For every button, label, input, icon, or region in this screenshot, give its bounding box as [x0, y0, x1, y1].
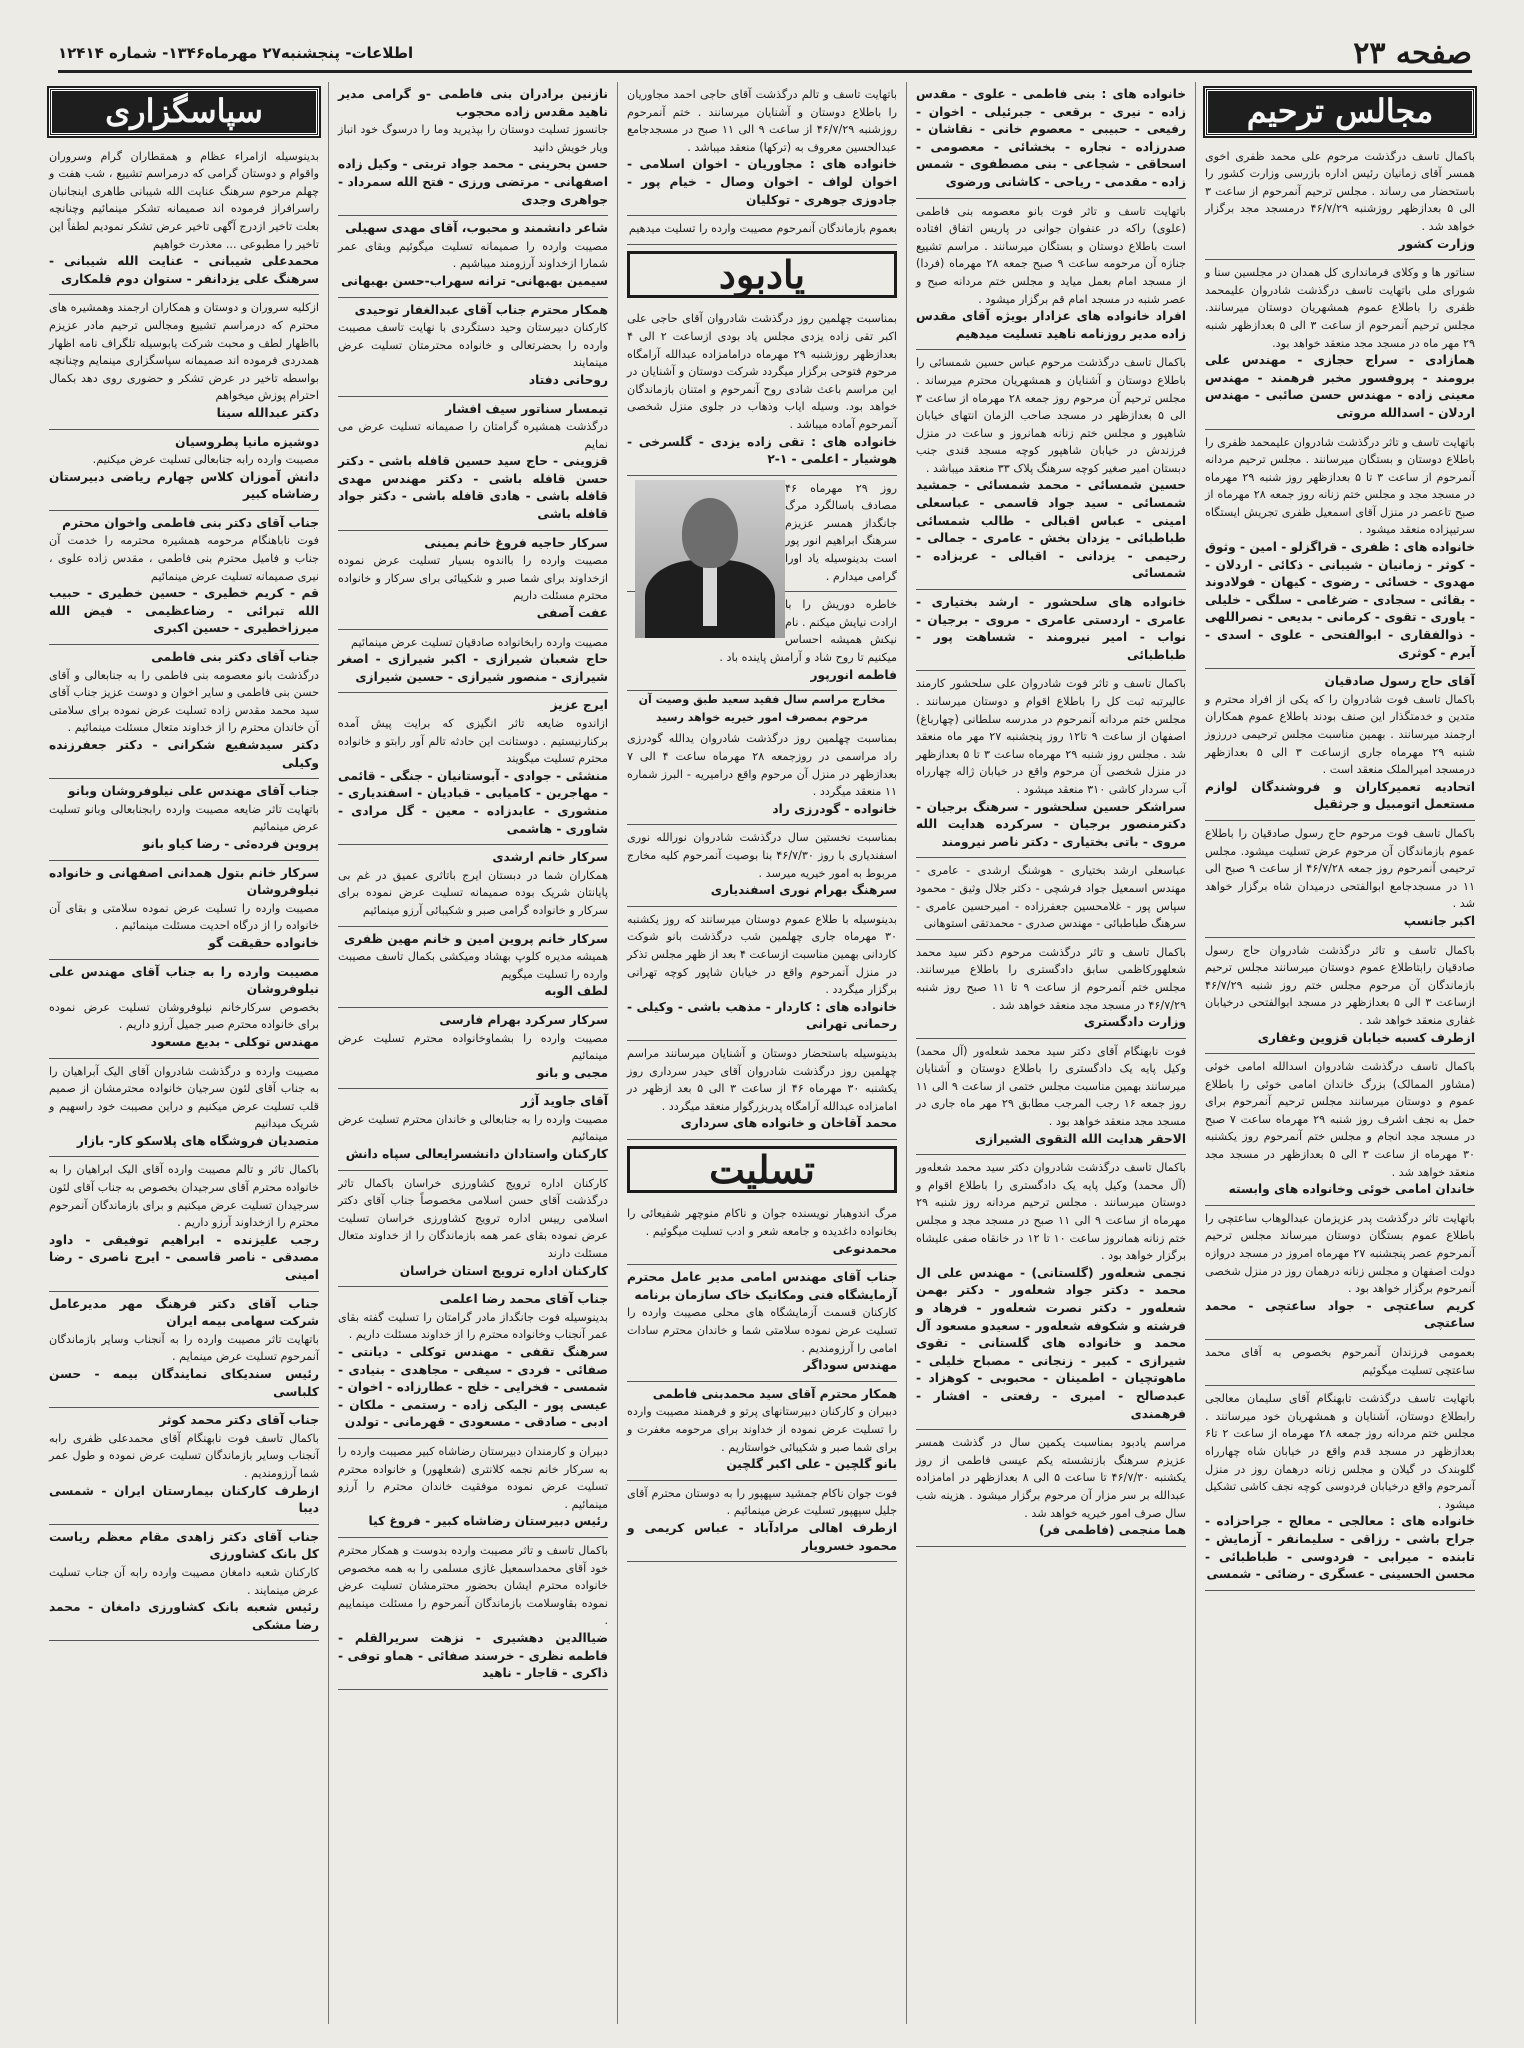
- notice-signature: خاندان امامی خوئی وخانواده های وابسته: [1228, 1182, 1475, 1197]
- notice-signature: خانواده های : ظفری - قراگزلو - امین - وثوق - کوثر - زمانیان - شیبانی - ذکائی - اردلان - مهدوی - خسائی - رضوی - کیهان - فولادوند - بقائی - سجادی - ضرغامی - سلگی - خلیلی - یاوری - تقوی - کرمانی - بدیعی - نصراللهی - ذوالفقاری - ابوالفتحی - علوی - اسدی - آیرم - کوثری: [1205, 540, 1475, 660]
- notice-text: بمناسبت نخستین سال درگذشت شادروان نورالله نوری اسفندیاری با روز ۴۶/۷/۳۰ بنا بوصیت آنمرحوم کلیه مخارج مربوط به امور خیریه میرسد .: [627, 831, 897, 880]
- notice-text: باکمال تاسف و تاثر درگذشت مرحوم دکتر سید محمد شعلهوركاظمی سابق دادگستری را باطلاع میرسانند. مجلس ختم آنمرحوم از ساعت ۹ تا ۱۱ صبح روز شنبه ۴۶/۷/۲۹ در مسجد مجد منعقد خواهد شد .: [916, 945, 1186, 1012]
- notice-text: باکمال تاسف فوت نابهنگام آقای محمدعلی ظفری رابه آنجناب وسایر بازماندگان تسلیت عرض نموده و طول عمر شما آرزومندیم .: [49, 1431, 319, 1480]
- notice-text: بعمومی فرزندان آنمرحوم بخصوص به آقای محمد ساعتچی تسلیت میگوئیم: [1205, 1346, 1475, 1377]
- notice-signature: خانواده حقیقت گو: [208, 935, 319, 950]
- notice: [1205, 669, 1475, 821]
- notice-signature: وزارت دادگستری: [1083, 1015, 1186, 1030]
- notice-title: دوشیزه مانیا پطروسیان: [175, 434, 319, 449]
- notice-signature: فاطمه انورپور: [810, 667, 897, 682]
- banner-majales-tarhim: مجالس ترحیم: [1205, 88, 1475, 136]
- notice-signature: رئیس سندیکای نمایندگان بیمه - حسن کلباسی: [49, 1367, 319, 1399]
- notice-text: باکمال تاسف فوت شادروان را که یکی از افراد محترم و متدین و خدمتگذار این صنف بودند باطلاع عموم همکاران ارجمند میرسانند . بهمین مناسبت مجلس ترحیمی دررزوز شنبه ۲۹ مهرماه جاری ازساعت ۳ الی ۵ بعدازظهر درمسجد امیرالملک منعقد است .: [1205, 692, 1475, 777]
- notice: [1205, 821, 1475, 938]
- notice: [338, 1287, 608, 1439]
- notice: [1205, 1386, 1475, 1591]
- notice: [1205, 430, 1475, 670]
- notice-text: جانسوز تسلیت دوستان را بپذیرید وما را درسوگ خود انباز ویار خویش دانید: [338, 123, 608, 154]
- notice-text: بمناسبت چهلمین روز درگذشت شادروان یدالله گودرزی راد مراسمی در روزجمعه ۲۸ مهرماه ساعت ۴ الی ۷ بعدازظهر در منزل آن مرحوم واقع درامیریه - البرز شماره ۱۱ منعقد میگردد .: [627, 732, 897, 799]
- banner-yadbood: یادبود: [627, 251, 897, 299]
- notice-signature: مهندس سوداگر: [803, 1358, 897, 1373]
- notice: [916, 1430, 1186, 1547]
- column-3: [617, 82, 906, 2024]
- notice: [627, 726, 897, 825]
- notice-signature: سرهنگ تقفی - مهندس توکلی - دیانتی - صفائی - فردی - سیفی - مجاهدی - بنیادی - شمسی - فخرایی - خلج - عطارزاده - اخوان - عیسی پور - الیکی زاده - رستمی - ملکان - ادبی - صادقی - مسعودی - قهرمانی - تولدن: [338, 1345, 608, 1430]
- notice-signature: دکتر سیدشفیع شکرانی - دکتر جعفرزنده وکیلی: [49, 738, 319, 770]
- notice-signature: بانو گلچین - علی اکبر گلچین: [726, 1457, 897, 1472]
- notice-title: جناب آقای دکتر محمد کوثر: [159, 1413, 319, 1428]
- notice-text: ازکلیه سروران و دوستان و همکاران ارجمند وهمشیره های محترم که درمراسم تشییع ومجالس ترحیم مادر عزیزم بااظهار لطف و محبت شرکت یابوسیله تلگراف نامه اظهار همدردی فرموده اند صمیمانه سپاسگزاری مینمایم وچنانچه بواسطه تاخیر در عرض تشکر و حضوری روی دهد بکمال احترام پوزش میخواهم: [49, 301, 319, 403]
- notice: [49, 1059, 319, 1158]
- notice: [338, 1089, 608, 1170]
- notice: [916, 858, 1186, 939]
- notice-signature: ضیاالدین دهشیری - نزهت سریرالقلم - فاطمه نظری - خرسند صفائی - هماو توفی - ذاکری - قاجار - ناهید: [338, 1630, 608, 1681]
- notice-title: سرکار سرکرد بهرام فارسی: [439, 1012, 608, 1027]
- notice-signature: کارکنان واستادان دانشسرایعالی سپاه دانش: [345, 1147, 608, 1162]
- notice: [338, 845, 608, 926]
- notice: [916, 940, 1186, 1039]
- notice-signature: خانواده های : مجاوریان - اخوان اسلامی - اخوان لواف - اخوان وصال - خیام پور - جادوزی جوهری - توکلیان: [627, 157, 897, 207]
- notice-text: مصیبت وارده را به جنابعالی و خاندان محترم تسلیت عرض مینمائیم: [338, 1112, 608, 1144]
- notice-signature: دکتر عبدالله سینا: [216, 405, 319, 420]
- notice: [916, 1039, 1186, 1156]
- notice-title: آقای جاوید آژر: [520, 1094, 608, 1109]
- notice-signature: پروین فرده‌ئی - رضا کیاو بانو: [142, 836, 319, 851]
- column-2-notices: [916, 82, 1186, 1547]
- notice-signature: افراد خانواده های عزادار بویژه آقای مقدس زاده مدیر روزنامه ناهید تسلیت میدهیم: [916, 309, 1186, 341]
- notice-title: جناب آقای مهندس امامی مدیر عامل محترم آزمایشگاه فنی ومکانیک خاک سازمان برنامه: [627, 1270, 897, 1302]
- notice-title: سرکار خانم پروین امین و خانم مهین ظفری: [344, 931, 608, 946]
- notice: [627, 306, 897, 475]
- notice-text: کارکنان قسمت آزمایشگاه های محلی مصیبت وارده را تسلیت عرض نموده سلامتی شما و خاندان محترم سادات امامی را آرزومندیم .: [627, 1306, 897, 1355]
- notice-signature: کارکنان اداره ترویج استان خراسان: [399, 1263, 608, 1278]
- notice-text: دبیران و کارمندان دبیرستان رضاشاه کبیر مصیبت وارده را به سرکار خانم نجمه کلانتری (شعلهور) و خانواده محترم تسلیت عرض نموده موفقیت خاندان محترم را آرزو مینمائیم .: [338, 1444, 608, 1511]
- notice-text: دبیران و کارکنان دبیرستانهای پرتو و فرهمند مصیبت وارده را تسلیت عرض نموده از خداوند برای مرحومه مغفرت و برای شما صبر و شکیبائی خواستاریم .: [627, 1405, 897, 1454]
- notice-title: همکار محترم جناب آقای عبدالغفار توحیدی: [354, 302, 608, 317]
- notice-title: جناب آقای دکتر بنی فاطمی: [151, 650, 319, 665]
- notice: [49, 1525, 319, 1642]
- notice: [916, 1155, 1186, 1430]
- banner-sepasgozari: سپاسگزاری: [49, 88, 319, 136]
- notice: [338, 397, 608, 531]
- notice-signature: روحانی دفتاد: [528, 372, 608, 387]
- page-header: [58, 36, 1472, 73]
- notice-title: خانواده های سلحشور - ارشد بختیاری - عامری - اردستی عامری - مروی - برجیان - نواب - امیر نیرومند - شساهت پور - طباطبائی: [916, 595, 1186, 662]
- notice-signature: منشئی - جوادی - آبوستانیان - جنگی - قائمی - مهاجرین - کامیابی - قبادیان - اسفندیاری - منشوری - عابدزاده - معین - گل مرادی - شاوری - هاشمی: [338, 768, 608, 836]
- notice-signature: متصدیان فروشگاه های پلاسکو کار- بازار: [76, 1133, 319, 1148]
- column-5-notices: [49, 144, 319, 1642]
- notice-signature: محمد آقاخان و خانواده های سرداری: [680, 1116, 897, 1131]
- column-3-notices-b: [627, 306, 897, 475]
- notice: [338, 82, 608, 216]
- notice-signature: نجمی شعله‌ور (گلستانی) - مهندس علی ال محمد - دکتر جواد شعله‌ور - دکتر بهمن شعله‌ور - دکتر نصرت شعله‌ور - فرهاد و فرشته و شکوفه شعله‌ور - سعیدو مسعود آل محمد و خانواده های گلستانی - تقوی شیرازی - کبیر - زنجانی - مصباح خلیلی - ماهوتچیان - اطمینان - محبوبی - کوهزاد - عبدصالح - امیری - رفعتی - افشار - فرهمندی: [916, 1265, 1186, 1421]
- notice-title: سرکار خانم بتول همدانی اصفهانی و خانواده نیلوفروشان: [49, 865, 319, 898]
- notice-text: باتهایت تاثر ضایعه مصیبت وارده رابجنابعالی وبانو تسلیت عرض مینمائیم: [49, 802, 319, 834]
- notice-text: باتهایت تاثر درگذشت پدر عزیزمان عبدالوهاب ساعتچی را باطلاع عموم بستگان دوستان میرساند مجلس ترحیم آنمرحوم عصر پنجشنبه ۲۷ مهرماه امروز در مسجد دروازه دولت اصفهان و مجلس زنانه درهمان روز در منزل شخصی آنمرحوم برگزار خواهد بود .: [1205, 1211, 1475, 1296]
- issue-date-line: اطلاعات- پنجشنبه۲۷ مهرماه۱۳۴۶- شماره ۱۲۴۱۴: [58, 44, 414, 62]
- notice: [338, 1538, 608, 1690]
- notice-text: مصیبت وارده و درگذشت شادروان آقای الیک آبراهیان را به جناب آقای لئون سرجیان خانواده محترمشان از صمیم قلب تسلیت عرض میکنیم و دراین مصیبت خود راسهیم و شریک میدانیم: [49, 1064, 319, 1131]
- notice-title: تیمسار سناتور سیف افشار: [445, 401, 608, 416]
- notice-title: جناب آقای محمد رضا اعلمی: [439, 1292, 608, 1307]
- notice: [627, 1265, 897, 1382]
- notice-text: کارکنان شعبه دامغان مصیبت وارده رابه آن جناب تسلیت عرض مینمایند .: [49, 1565, 319, 1597]
- photo-caption: مخارج مراسم سال فقید سعید طبق وصیت آن مرحوم بمصرف امور خیریه خواهد رسید: [638, 693, 886, 724]
- notice-text: همیشه مدیره کلوپ بهشاد ومیکشی بکمال تاسف مصیبت وارده را تسلیت میگویم: [338, 950, 608, 981]
- notice-title: مصیبت وارده را به جناب آقای مهندس علی نیلوفروشان: [49, 964, 319, 997]
- notice-text: بعموم بازماندگان آنمرحوم مصیبت وارده را تسلیت میدهیم: [628, 222, 897, 236]
- notice: [627, 1382, 897, 1481]
- notice-text: روز ۲۹ مهرماه ۴۶ مصادف باسالگرد مرگ جانگداز همسر عزیزم سرهنگ ابراهیم انور پور است بدینوسیله یاد اورا گرامی میدارم .: [785, 481, 898, 583]
- notice-signature: ازطرف کارکنان بیمارستان ایران - شمسی دیبا: [49, 1483, 319, 1516]
- notice: [1205, 144, 1475, 261]
- notice: [627, 825, 897, 906]
- notice-text: مصیبت وارده را بااندوه بسیار تسلیت عرض نموده ازخداوند برای شما صبر و شکیبائی برای سرکار و خانواده محترم مسئلت داریم: [338, 554, 608, 603]
- notice-signature: ازطرف اهالی مرادآباد - عباس کریمی و محمود خسرویار: [627, 1520, 897, 1553]
- notice-signature: رئیس شعبه بانک کشاورزی دامغان - محمد رضا مشکی: [49, 1600, 319, 1632]
- notice-text: باتهایت تاسف و تالم درگذشت آقای حاجی احمد مجاوریان را باطلاع دوستان و آشنایان میرسانند . ختم آنمرحوم روزشنبه ۴۶/۷/۲۹ از ساعت ۹ الی ۱۱ صبح در مسجدجامع عبدالحسین معروف به (ترکها) منعقد میباشد .: [627, 88, 897, 154]
- notice-signature: سراشکر حسین سلحشور - سرهنگ برجیان - دکترمنصور برجیان - سرکرده هدایت الله مروی - باتی بختیاری - دکتر ناصر نیرومند: [916, 799, 1186, 849]
- notice-text: بدینوسیله ازامراء عظام و همقطاران گرام وسروران واقوام و دوستان گرامی که درمراسم تشییع ، شب هفت و چهلم مرحوم سرهنگ عنایت الله شیبانی طاهری اینجانبان راسرافراز فرموده اند صمیمانه تشکر مینمائیم وچنانچه بعلت تاخیر ازدرج آگهی تاخیر عرض تشکر نمودیم لطفاً این تاخیر را مطبوعی ... معذرت خواهیم: [49, 149, 319, 251]
- notice-text: بمناسبت چهلمین روز درگذشت شادروان آقای حاجی علی اکبر تقی زاده یزدی مجلس یاد بودی ازساعت ۲ الی ۴ بعدازظهر روزشنبه ۲۹ مهرماه درامامزاده عبدالله آرامگاه مرحوم فتوحی برگزار میگردد شرکت دوستان و آشنایان در این مراسم باعث شادی روح آنمرحوم و امتنان بازماندگان خواهد بود. وسیله ایاب وذهاب در جلوی منزل شخصی آنمرحوم آماده میباشد .: [627, 312, 897, 431]
- notice: [627, 1041, 897, 1140]
- notice: [338, 927, 608, 1008]
- notice: [916, 671, 1186, 858]
- notice-signature: لطف الوبه: [544, 984, 608, 999]
- notice-text: درگذشت بانو معصومه بنی فاطمی را به جنابعالی و آقای حسن بنی فاطمی و سایر اخوان و دوست عزیز جناب آقای سید محمد مقدس زاده تسلیت عرض نموده برای سلامتی آن خاندان محترم را از خداوند متعال مسئلت مینمائیم .: [49, 668, 319, 735]
- notice-title: جناب آقای دکتر فرهنگ مهر مدیرعامل شرکت سهامی بیمه ایران: [49, 1296, 319, 1329]
- column-1-notices: [1205, 144, 1475, 1591]
- notice-text: باکمال تاسف و تاثر فوت شادروان علی سلحشور کارمند عالیرتبه ثبت کل را باطلاع اقوام و دوستان میرسانند . مجلس ختم مردانه آنمرحوم در مدرسه سلطانی (چهارباغ) اصفهان از ساعت ۹ تا۱۲ روز پنجشنبه ۲۷ مهر ماه منعقد شد . مجلس روز شنبه ۲۹ مهرماه ساعت ۳ تا ۵ بعدازظهر در منزل شخصی آن مرحوم واقع در خیابان ژاله چهارراه آب سردار کاشی ۳۱۰ منعقد میشود .: [916, 677, 1186, 796]
- notice: [916, 199, 1186, 351]
- notice: [338, 1171, 608, 1288]
- notice-title: نازنین برادران بنی فاطمی -و گرامی مدیر ناهید مقدس زاده محجوب: [338, 87, 608, 119]
- notice-signature: مهندس توکلی - بدیع مسعود: [150, 1034, 319, 1049]
- notice-signature: محمدعلی شیبانی - عنایت الله شیبانی - سرهنگ علی یزدانفر - ستوان دوم قلمکاری: [49, 254, 319, 286]
- notice-signature: عفت آصفی: [536, 606, 608, 621]
- notice: [49, 430, 319, 511]
- notice-text: فوت جوان ناکام جمشید سپهپور را به دوستان محترم آقای جلیل سپهپور تسلیت عرض مینمائیم .: [627, 1486, 897, 1518]
- notice-signature: قم - کریم خطیری - حسین خطیری - حبیب الله تبرائی - رضاعظیمی - فیض الله میرزاخطیری - حسین اکبری: [49, 586, 319, 636]
- column-3-notices-e: [627, 1201, 897, 1562]
- notice: [49, 1292, 319, 1409]
- notice: [627, 216, 897, 245]
- notice-signature: خانواده های : کاردار - مذهب باشی - وکیلی - رحمانی تهرانی: [627, 999, 897, 1032]
- notice-signature: سرهنگ بهرام نوری اسفندیاری: [710, 883, 897, 898]
- notice-text: فوت نابهنگام آقای دکتر سید محمد شعله‌ور (آل محمد) وکیل پایه یک دادگستری را باطلاع دوستان و آشنایان میرسانند بهمین مناسبت مجلس ختمی از ساعت ۹ الی ۱۱ روز جمعه ۱۶ رجب المرجب مطابق ۲۹ مهر ماه جاری در مسجد مجد منعقد خواهد بود .: [916, 1044, 1186, 1129]
- notice-signature: اکبر جانسپ: [1403, 913, 1475, 928]
- notice-text: مصیبت وارده را تسلیت عرض نموده سلامتی و بقای آن خانواده را از درگاه احدیت مسئلت مینمائیم .: [49, 901, 319, 933]
- notice: [627, 1481, 897, 1562]
- banner-taslit: تسلیت: [627, 1146, 897, 1194]
- notice: [338, 1439, 608, 1538]
- notice-title: سرکار خانم ارشدی: [492, 850, 608, 865]
- notice-text: مصیبت وارده رابه جنابعالی تسلیت عرض میکنیم.: [92, 453, 319, 467]
- notice-title: خانواده های : بنی فاطمی - علوی - مقدس زاده - نیری - برقعی - جبرئیلی - اخوان - رفیعی - حبیبی - معصوم خانی - نقاشان - صدرزاده - نجاره - بخشائی - معصومی - اسحاقی - شجاعی - بنی مصطفوی - شمس زاده - مقدمی - ریاحی - کاشانی ورضوی: [916, 87, 1186, 189]
- notice-signature: ازطرف کسبه خیابان قزوین وغفاری: [1257, 1030, 1475, 1045]
- notice-signature: رجب علیزنده - ابراهیم توفیقی - داود مصدقی - ناصر قاسمی - ایرج ناصری - رضا امینی: [49, 1232, 319, 1283]
- notice: [1205, 260, 1475, 429]
- notice: [1205, 1340, 1475, 1386]
- notice-signature: خانواده های : معالجی - معالج - جراحزاده - جراح باشی - رزاقی - سلیمانفر - آزمایش - تابنده - میرابی - فردوسی - طباطبائی - محسن الحسینی - عسگری - رضائی - شمسی: [1205, 1514, 1475, 1582]
- notice-text: باتهایت تاسف و تاثر درگذشت شادروان علیمحمد ظفری را باطلاع دوستان و بستگان میرسانند . مجلس ترحیم مردانه آنمرحوم از ساعت ۳ تا ۵ بعدازظهر روز شنبه ۲۹ مهرماه در مسجد مجد و مجلس ختم زنانه روز جمعه ۲۸ مهرماه از صبح تاعصر در منزل آقای اسمعیل ظفری تجریش ایستگاه سرتیپزاده منعقد میشود .: [1205, 435, 1475, 537]
- notice-text: باکمال تاسف درگذشت شادروان اسدالله امامی خوئی (مشاور الممالک) بزرگ خاندان امامی خوئی را باطلاع عموم و دوستان میرسانند مجلس ترحیم آنمرحوم برای حمل به نجف اشرف روز شنبه ۲۹ مهرماه ساعت ۷ صبح در مسجد مجد انجام و مجلس ختم آنمرحوم روز یکشنبه ۳۰ مهرماه از ساعت ۳ الی ۵ بعدازظهر در مسجد مجد منعقد خواهد شد .: [1205, 1060, 1475, 1179]
- notice-signature: رئیس دبیرستان رضاشاه کبیر - فروغ کیا: [368, 1514, 608, 1529]
- notice-signature: حاج شعبان شیرازی - اکبر شیرازی - اصغر شیرازی - منصور شیرازی - حسین شیرازی: [338, 652, 608, 684]
- notice-signature: کریم ساعتچی - جواد ساعتچی - محمد ساعتچی: [1205, 1298, 1475, 1331]
- columns: [40, 82, 1484, 2024]
- notice-title: جناب آقای دکتر زاهدی مقام معظم ریاست کل بانک کشاورزی: [49, 1529, 319, 1562]
- notice-text: باکمال تاسف و تاثر مصیبت وارده بدوست و همکار محترم خود آقای محمداسمعیل غازی مسلمی را به همه مخصوص خانواده محترم ایشان بحضور محترمشان تسلیت عرض نموده بقاوسلامت بازماندگان آنمرحوم را مسئلت مینماییم .: [338, 1543, 608, 1628]
- notice-signature: خانواده های : تقی زاده یزدی - گلسرخی - هوشیار - اعلمی - ۱-۲: [627, 434, 897, 467]
- notice-signature: همازادی - سراج حجازی - مهندس علی برومند - پروفسور مخبر فرهمند - مهندس معینی زاده - مهندس حسن صائبی - مهندس اردلان - اسدالله مروتی: [1205, 353, 1475, 420]
- notice: [1205, 938, 1475, 1055]
- notice-text: درگذشت همشیره گرامتان را صمیمانه تسلیت عرض می نمایم: [338, 420, 608, 451]
- notice-text: بدینوسیله باستحضار دوستان و آشنایان میرسانند مراسم چهلمین روز درگذشت شادروان آقای حیدر سرداری روز یکشنبه ۳۰ مهرماه ۴۶ از ساعت ۳ الی ۵ بعد ازظهر در امامزاده عبدالله آرامگاه پدربزرگوار منعقد میگردد .: [627, 1046, 897, 1113]
- notice-text: باکمال تاسف درگذشت مرحوم عباس حسین شمسائی را باطلاع دوستان و آشنایان و همشهریان محترم میرساند . مجلس ترحیم آن مرحوم روز جمعه ۲۸ مهرماه از ساعت ۳ الی ۵ بعدازظهر در مسجد صاحب الزمان انتهای خیابان شاهپور و مجلس ختم زنانه همانروز و ساعت در منزل فرزندش در خیابان شاهپور کوچه مسجد قندی جنب دبستان امیر صغیر کوچه سرهنگ پلاک ۳۳ منعقد میباشد .: [916, 356, 1187, 475]
- notice-signature: سیمین بهبهانی- ترانه سهراب-حسن بهبهانی: [341, 273, 608, 288]
- notice-text: مصیبت وارده رابخانواده صادقیان تسلیت عرض مینمائیم: [351, 635, 608, 649]
- notice-signature: الاحقر هدایت الله التقوی الشیرازی: [974, 1131, 1186, 1146]
- notice-title: آقای حاج رسول صادقیان: [1324, 674, 1475, 689]
- notice-signature: مجبی و بانو: [536, 1065, 608, 1080]
- notice-text: خاطره دوریش را با ارادت نیایش میکنم . نام نیکش همیشه احساس میکنیم تا روح شاد و آرامش پاینده باد .: [719, 598, 897, 665]
- notice-signature: محمدنوعی: [832, 1241, 897, 1256]
- notice: [338, 298, 608, 397]
- notice: [916, 350, 1186, 590]
- notice-text: باتهایت تاسف درگذشت تابهنگام آقای سلیمان معالجی رابطلاع دوستان، آشنایان و همشهریان خود میرسانند . مجلس ختم مردانه روز جمعه ۲۸ مهرماه از ساعت ۲ تا۶ بعدازظهر در مسجد قدم واقع در خیابان شاه چهارراه گلوبندک در گیلان و مجلس زنانه درهمان روز در منزل آنمرحوم واقع درخیابان فردوسی کوچه نجف کاشی تشکیل میشود .: [1205, 1392, 1475, 1511]
- notice: [49, 511, 319, 645]
- notice-text: مصیبت وارده را بشماوخانواده محترم تسلیت عرض مینمائیم: [338, 1031, 608, 1063]
- notice-text: عباسعلی ارشد بختیاری - هوشنگ ارشدی - عامری - مهندس اسمعیل جواد فرشچی - دکتر جلال وثیق - محمود سپاس پور - غلامحسین جعفرزاده - امیرحسین عامری - سرهنگ طباطبائی - مهندس صدری - محمدتقی استوهانی: [916, 864, 1186, 931]
- column-3-notices-d: [627, 726, 897, 1139]
- notice-signature: حسن بحرینی - محمد جواد تربتی - وکیل زاده اصفهانی - مرتضی ورزی - فتح الله سمرداد - جواهری وجدی: [338, 157, 608, 207]
- notice-signature: اتحادیه تعمیرکاران و فروشندگان لوازم مستعمل اتومبیل و جرثقیل: [1205, 779, 1475, 812]
- notice: [627, 1201, 897, 1265]
- notice: [627, 907, 897, 1041]
- notice-title: شاعر دانشمند و محبوب، آقای مهدی سهیلی: [345, 221, 608, 236]
- notice-signature: خانواده - گودرزی راد: [772, 801, 897, 816]
- notice-text: کارکنان اداره ترویج کشاورزی خراسان باکمال تاثر درگذشت آقای حسن اسلامی مخصوصاً جناب آقای دکتر اسلامی رییس اداره ترویج کشاورزی خراسان تسلیت عرض نموده بقای عمر همه بازماندگان را از خداوند متعال مسئلت دارند: [338, 1176, 608, 1261]
- notice: [1205, 1054, 1475, 1206]
- column-1: [1195, 82, 1484, 2024]
- notice-text: کارکنان دبیرستان وحید دستگردی با نهایت تاسف مصیبت وارده را بحضرتعالی و خانواده محترمتان تسلیت عرض مینمایند: [338, 321, 608, 370]
- notice-title: ایرج عزیز: [550, 698, 608, 713]
- notice-text: باکمال تاسف فوت مرحوم حاج رسول صادقیان را باطلاع عموم بازماندگان آن مرحوم عرض تسلیت میشود. مجلس ترحیمی آنمرحوم روز جمعه ۴۶/۷/۲۸ از ساعت ۹ صبح الی ۱۱ در مسجدجامع ابوالفتحی درمیدان شاه برگزار خواهد شد .: [1205, 826, 1475, 911]
- notice: [49, 645, 319, 779]
- notice-text: بخصوص سرکارخانم نیلوفروشان تسلیت عرض نموده برای خانواده محترم صبر جمیل آرزو داریم .: [49, 1000, 319, 1032]
- notice-text: باکمال تاسف درگذشت شادروان دکتر سید محمد شعله‌ور (آل محمد) وکیل پایه یک دادگستری را باطلاع اقوام و دوستان میرسانند . مجلس ترحیم مردانه روز شنبه ۲۹ مهرماه از ساعت ۹ الی ۱۱ صبح در مسجد مجد و مجلس ختم زنانه همانروز ساعت ۱۰ تا ۱۲ در خانقاه صفی علیشاه برگزار خواهد بود .: [916, 1161, 1187, 1263]
- notice-text: باکمال تاسف درگذشت مرحوم علی محمد ظفری اخوی همسر آقای زمانیان رئیس اداره بازرسی وزارت کشور را باستحضار می رساند . مجلس ترحیم آنمرحوم از ساعت ۳ الی ۵ بعدازظهر روزشنبه ۴۶/۷/۲۹ درمسجد مجد برگزار خواهد شد .: [1205, 149, 1475, 233]
- notice-signature: وزارت کشور: [1398, 236, 1475, 251]
- notice: [49, 144, 319, 296]
- page-number: صفحه ۲۳: [1353, 35, 1472, 71]
- notice: [49, 1408, 319, 1525]
- notice-title: همکار محترم آقای سید محمدبنی فاطمی: [652, 1386, 897, 1401]
- notice-text: مصیبت وارده را صمیمانه تسلیت میگوئیم وبقای عمر شمارا ازخداوند آرزومند میباشیم .: [338, 239, 608, 271]
- notice: [49, 861, 319, 960]
- notice-text: باکمال تاثر و تالم مصیبت وارده آقای الیک ابراهیان را به خانواده محترم آقای سرجیدان بخصوص به جناب آقای لئون سرجیدان تسلیت عرض میکنیم و برای بازماندگان آنمرحوم محترم را ازخداوند آرزو داریم .: [49, 1163, 319, 1230]
- notice-text: فوت ناباهنگام مرحومه همشیره محترمه را خدمت آن جناب و فامیل محترم بنی فاطمی ، مقدس زاده علوی ، نیری صمیمانه تسلیت عرض مینمائیم: [49, 534, 319, 583]
- notice-text: مراسم یادبود بمناسبت یکمین سال در گذشت همسر عزیزم سرهنگ بازنشسته یکم عیسی فاطمی از روز یکشنبه ۴۶/۷/۳۰ تا ساعت ۵ الی ۸ بعدازظهر در امامزاده عبدالله بر سر مزار آن مرحوم برگزار میشود . هزینه شب سال صرف امور خیریه خواهد شد .: [916, 1436, 1186, 1520]
- notice-text: سناتور ها و وکلای فرمانداری کل همدان در مجلسین سنا و شورای ملی باتهایت تاسف درگذشت شادروان علیمحمد ظفری را باطلاع عموم همشهریان دوستان میرسانند. مجلس ترحیم آنمرحوم از ساعت ۳ الی ۵ بعدازظهر شنبه ۲۹ مهر ماه در مسجد مجد منعقد خواهد بود.: [1205, 266, 1475, 350]
- notice: [49, 1157, 319, 1291]
- column-4-notices: [338, 82, 608, 1690]
- notice: [916, 82, 1186, 199]
- column-2: [906, 82, 1195, 2024]
- memorial-photo: [635, 480, 785, 638]
- notice-text: بدینوسیله فوت جانگداز مادر گرامتان را تسلیت گفته بقای عمر آنجناب وخانواده محترم را از خداوند مسئلت داریم .: [338, 1310, 608, 1342]
- notice-text: باتهایت تاسف و تاثر فوت بانو معصومه بنی فاطمی (علوی) راکه در عنفوان جوانی در پاریس اتفاق افتاده است باطلاع دوستان و بستگان میرسانند . مراسم تشییع جنازه آن مرحومه ساعت ۹ صبح جمعه ۲۸ مهرماه (فردا) از مسجد امام بعمل میاید و مجلس ختم مردانه صبح و عصر شنبه در مسجد امام قم برگزار میشود .: [916, 204, 1186, 306]
- notice-text: بدینوسیله با طلاع عموم دوستان میرسانند که روز یکشنبه ۳۰ مهرماه جاری چهلمین شب درگذشت بانو شوکت کاردانی بهمین مناسبت ازساعت ۴ بعد از ظهر مجلس تذکر در منزل آنمرحوم واقع در خیابان شاپور کوچه تهرانی برگزار میگردد .: [627, 912, 897, 997]
- notice: [338, 216, 608, 297]
- notice-text: باتهایت تاثر مصیبت وارده را به آنجناب وسایر بازماندگان آنمرحوم تسلیت عرض مینمایم .: [49, 1332, 319, 1364]
- notice-text: مرگ اندوهبار نویسنده جوان و ناکام منوچهر شفیعائی را بخانواده داغدیده و جامعه شعر و ادب تسلیت میگوئیم .: [627, 1207, 897, 1239]
- notice-signature: هما منجمی (فاطمی فر): [1039, 1523, 1186, 1538]
- notice: [627, 82, 897, 216]
- notice-title: جناب آقای دکتر بنی فاطمی واخوان محترم: [62, 515, 319, 530]
- notice: [49, 779, 319, 860]
- column-5: [40, 82, 328, 2024]
- notice-text: ازاندوه ضایعه تاثر انگیزی که برایت پیش آمده برکنارنیستیم . دوستانت این حادثه تالم آور رابتو و خانواده محترم تسلیت میگویند: [338, 717, 608, 766]
- column-3-notices-a: [627, 82, 897, 245]
- notice-title: سرکار حاجیه فروغ خانم یمینی: [424, 535, 608, 550]
- column-4: [328, 82, 617, 2024]
- notice: [338, 693, 608, 845]
- notice: [338, 531, 608, 630]
- notice-signature: حسین شمسائی - محمد شمسائی - جمشید شمسائی - سید جواد قاسمی - عباسعلی امینی - عباس اقبالی - طالب شمسائی طباطبائی - یزدان بخش - عامری - جمالی - رحیمی - یزدانی - اقبالی - عربزاده - شمسائی: [916, 478, 1186, 581]
- notice-signature: قزوینی - حاج سید حسین قافله باشی - دکتر حسن قافله باشی - دکتر مهندس مهدی قافله باشی - هادی قافله باشی - دکتر جواد قافله باشی: [338, 454, 608, 522]
- notice-signature: دانش آموزان کلاس چهارم ریاضی دبیرستان رضاشاه کبیر: [49, 469, 319, 502]
- notice: [1205, 1206, 1475, 1340]
- notice-text: همکاران شما در دبستان ایرج باتاثری عمیق در غم بی پایانتان شریک بوده صمیمانه تسلیت عرض نموده برای سرکار و خانواده گرامی صبر و شکیبائی آرزو مینمائیم: [338, 868, 608, 917]
- notice: [49, 295, 319, 429]
- notice: [338, 1008, 608, 1089]
- notice: [338, 630, 608, 694]
- notice-text: باکمال تاسف و تاثر درگذشت شادروان حاج رسول صادقیان رابتاطلاع عموم دوستان میرسانند مجلس ترحیم بازماندگان آن مرحوم مجلس ختم روز شنبه ۴۶/۷/۲۹ ازساعت ۳ الی ۵ بعدازظهر در مسجد ابوالفتحی درخیابان غفاری منعقد خواهد شد .: [1205, 943, 1475, 1027]
- notice: [916, 590, 1186, 671]
- notice: [49, 960, 319, 1059]
- notice-title: جناب آقای مهندس علی نیلوفروشان وبانو: [68, 784, 319, 799]
